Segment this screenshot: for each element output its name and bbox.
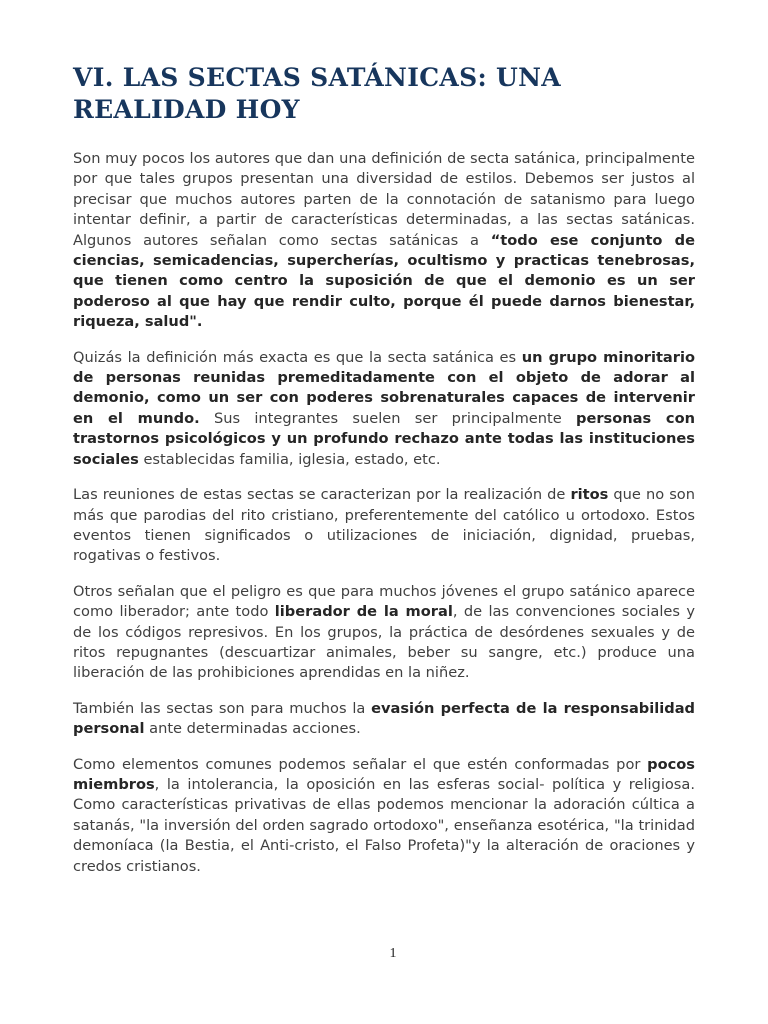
text-run: Las reuniones de estas sectas se caracterizan por la realización de — [73, 486, 571, 504]
text-run: ante determinadas acciones. — [144, 720, 361, 738]
bold-text-run: “todo ese conjunto de ciencias, semicadencias, supercherías, ocultismo y practicas tenebrosas, que tienen como centro la suposición de que el demonio es un ser poderoso al que hay que rendir culto, porque él puede darnos bienestar, riqueza, salud". — [73, 231, 695, 331]
paragraph-2 — [73, 348, 695, 470]
text-run: Como elementos comunes podemos señalar el que estén conformadas por — [73, 755, 648, 773]
bold-text-run: personas con trastornos psicológicos y un profundo rechazo ante todas las instituciones sociales — [73, 409, 695, 468]
paragraph-3 — [73, 485, 695, 567]
text-run: que no son más que parodias del rito cristiano, preferentemente del católico u ortodoxo. Estos eventos tienen significados o utilizaciones de iniciación, dignidad, pruebas, rogativas o festivos. — [73, 486, 695, 565]
bold-text-run: liberador de la moral — [274, 603, 453, 621]
paragraph-6 — [73, 755, 695, 877]
body-text — [73, 149, 695, 892]
text-run: Son muy pocos los autores que dan una definición de secta satánica, principalmente por que tales grupos presentan una diversidad de estilos. Debemos ser justos al precisar que muchos autores parten de la connotación de satanismo para luego intentar definir, a partir de características determinadas, a las sectas satánicas. Algunos autores señalan como sectas satánicas a — [73, 150, 695, 249]
text-run: También las sectas son para muchos la — [73, 699, 372, 717]
paragraph-5 — [73, 699, 695, 740]
bold-text-run: evasión perfecta de la responsabilidad personal — [73, 699, 695, 738]
text-run: Quizás la definición más exacta es que la secta satánica es — [73, 348, 522, 366]
text-run: Otros señalan que el peligro es que para muchos jóvenes el grupo satánico aparece como liberador; ante todo — [73, 582, 695, 621]
bold-text-run: un grupo minoritario de personas reunidas premeditadamente con el objeto de adorar al demonio, como un ser con poderes sobrenaturales capaces de intervenir en el mundo. — [73, 348, 695, 427]
chapter-title: VI. LAS SECTAS SATÁNICAS: UNA REALIDAD HOY — [73, 63, 561, 124]
bold-text-run: pocos miembros — [73, 755, 695, 793]
text-run: Sus integrantes suelen ser principalmente — [199, 409, 577, 427]
text-run: establecidas familia, iglesia, estado, etc. — [138, 450, 441, 468]
text-run: , la intolerancia, la oposición en las esferas social- política y religiosa. Como características privativas de ellas podemos mencionar la adoración cúltica a satanás, "la inversión del orden sagrado ortodoxo", enseñanza esotérica, "la trinidad demoníaca (la Bestia, el Anti-cristo, el Falso Profeta)"y la alteración de oraciones y credos cristianos. — [73, 775, 695, 875]
bold-text-run: ritos — [570, 486, 609, 504]
page-number: 1 — [389, 946, 397, 961]
paragraph-4 — [73, 582, 695, 684]
text-run: , de las convenciones sociales y de los códigos represivos. En los grupos, la práctica de desórdenes sexuales y de ritos repugnantes (descuartizar animales, beber su sangre, etc.) produce una liberación de las prohibiciones aprendidas en la niñez. — [73, 603, 695, 682]
paragraph-1 — [73, 149, 695, 333]
